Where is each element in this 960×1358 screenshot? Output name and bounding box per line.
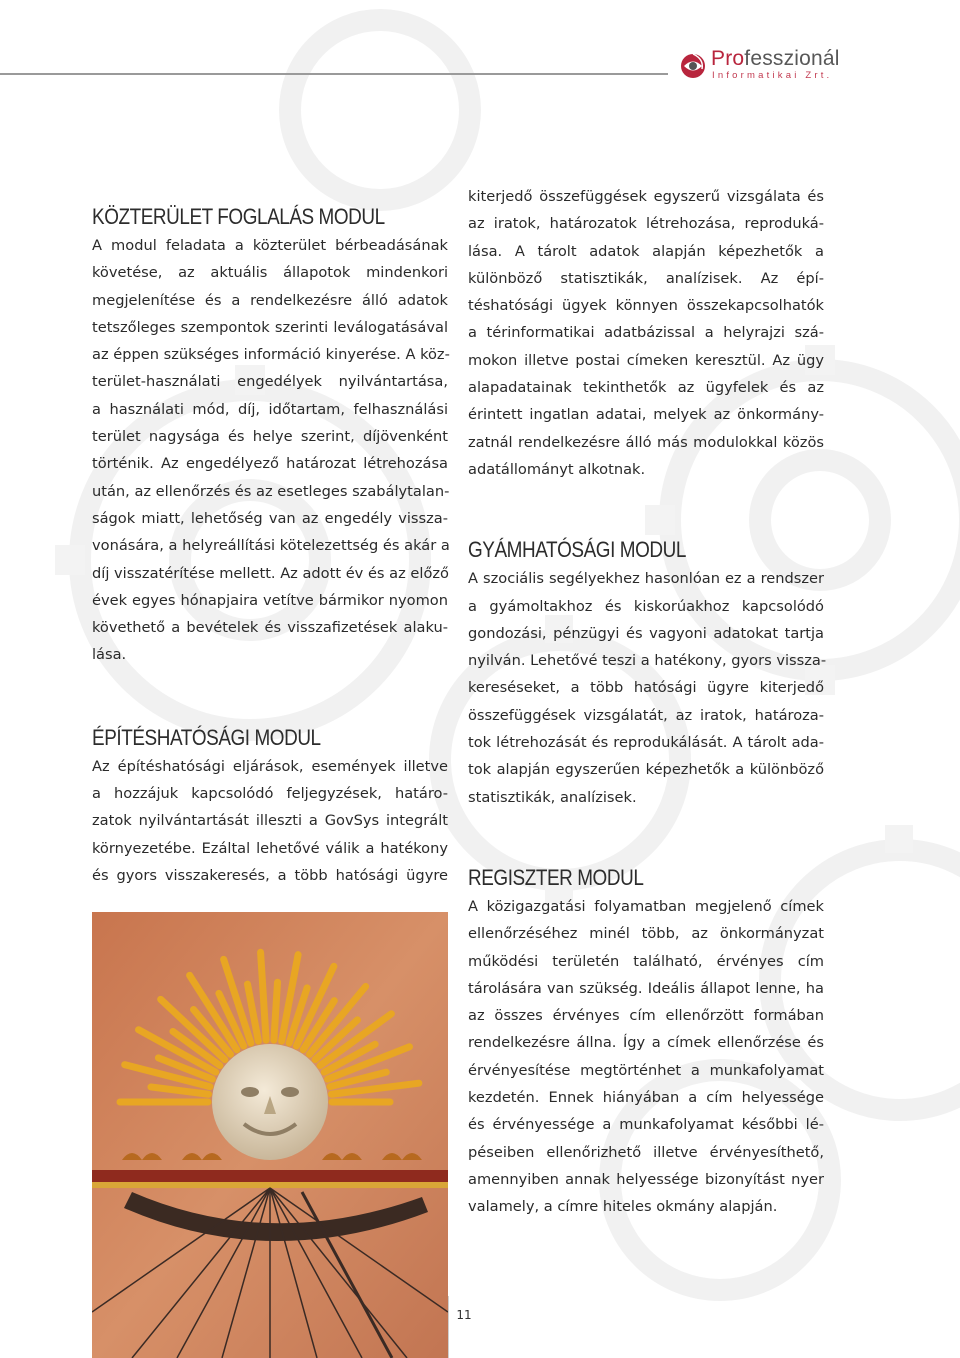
logo-subtitle: Informatikai Zrt.	[712, 70, 833, 81]
text-line: nyilván. Lehetővé teszi a hatékony, gyors vissza-	[468, 652, 827, 670]
text-line: tok létrehozását és reprodukálását. A tárolt ada-	[468, 734, 824, 752]
text-line: statisztikák, analízisek.	[468, 788, 637, 806]
section-heading-epiteshatosagi: ÉPÍTÉSHATÓSÁGI MODUL	[92, 724, 321, 750]
text-line: téshatósági ügyek könnyen összekapcsolhatók	[468, 297, 824, 315]
sundial-photo	[92, 912, 448, 1358]
text-line: érvényesítése megtörténhet a munkafolyamat	[468, 1061, 824, 1079]
text-line: a térinformatikai adatbázissal a helyrajzi szá-	[468, 324, 824, 342]
text-line: a hozzájuk kapcsolódó feljegyzések, határo-	[92, 785, 448, 803]
text-line: Az építéshatósági eljárások, események illetve	[92, 757, 448, 775]
section-body-epiteshatosagi-continued	[468, 183, 824, 483]
text-line: és érvényessége a munkafolyamat későbbi lé-	[468, 1116, 824, 1134]
text-line: rendelkezésre állna. Így a címek ellenőrzése és	[468, 1034, 824, 1052]
logo-name-part2: fesszionál	[744, 47, 840, 70]
text-line: az iratok, határozatok létrehozása, reproduká-	[468, 215, 824, 233]
text-line: mokon illetve postai címeken keresztül. Az ügy	[468, 351, 824, 369]
text-line: után, az ellenőrzés és az esetleges szabálytalan-	[92, 482, 450, 500]
section-gap	[92, 669, 448, 723]
text-line: az éppen szükséges információ kinyerése. A köz-	[92, 346, 450, 364]
section-gap	[468, 811, 824, 863]
company-logo	[680, 47, 950, 84]
text-line: tárolására van szükség. Ideális állapot lenne, ha	[468, 979, 824, 997]
text-line: adatállományt alkotnak.	[468, 460, 646, 478]
text-line: gondozási, pénzügyi és vagyoni adatokat tartja	[468, 624, 824, 642]
text-line: ellenőrzéséhez minél több, az önkormányzat	[468, 925, 824, 943]
text-line: lása.	[92, 646, 127, 664]
text-line: különböző statisztikák, analízisek. Az épí-	[468, 269, 824, 287]
text-line: A szociális segélyekhez hasonlóan ez a rendszer	[468, 570, 824, 588]
text-line: valamely, a címre hiteles okmány alapján.	[468, 1198, 778, 1216]
text-line: működési területén található, érvényes cím	[468, 952, 824, 970]
logo-name-part1: Pro	[711, 47, 745, 70]
text-line: érintett ingatlan adatai, melyek az önkormány-	[468, 406, 824, 424]
section-heading-regiszter: REGISZTER MODUL	[468, 864, 644, 890]
text-line: az összes érvényes cím ellenőrzött formában	[468, 1007, 824, 1025]
sundial-sun-face-photo	[92, 912, 448, 1358]
text-line: alapadatainak tekinthetők az ügyfelek és az	[468, 379, 824, 397]
section-heading-kozterulet: KÖZTERÜLET FOGLALÁS MODUL	[92, 204, 385, 229]
text-line: terület nagysága és helye szerint, díjövenként	[92, 428, 448, 446]
text-line: díj visszatérítése mellett. Az adott év és az előző	[92, 564, 449, 582]
section-body-epiteshatosagi	[92, 753, 448, 889]
text-line: terület-használati engedélyek nyilvántartása,	[92, 373, 448, 391]
text-line: és gyors visszakeresés, a több hatósági ügyre	[92, 866, 448, 884]
text-line: követhető a bevételek és visszafizetések alaku-	[92, 619, 448, 637]
text-line: a gyámoltakhoz és kiskorúakhoz kapcsolódó	[468, 597, 824, 615]
text-line: követése, az aktuális állapotok mindenkori	[92, 264, 448, 282]
text-line: kereséseket, a több hatósági ügyre kiterjedő	[468, 679, 824, 697]
text-line: péseiben ellenőrizhető illetve érvényesíthető,	[468, 1143, 824, 1161]
section-body-kozterulet	[92, 232, 448, 669]
section-gap	[468, 483, 824, 535]
text-line: történik. Az engedélyező határozat létrehozása	[92, 455, 448, 473]
text-line: a használati mód, díj, időtartam, felhasználási	[92, 400, 448, 418]
text-line: lása. A tárolt adatok alapján képezhetők a	[468, 242, 824, 260]
logo-wordmark	[711, 47, 840, 71]
sun-ray	[274, 982, 278, 1040]
text-line: kiterjedő összefüggések egyszerű vizsgálata és	[468, 188, 824, 205]
section-heading-gyamhatosagi: GYÁMHATÓSÁGI MODUL	[468, 537, 686, 563]
text-line: tok alapján egyszerűen képezhetők a különböző	[468, 761, 824, 779]
right-column	[468, 183, 827, 1221]
text-line: évek egyes hónapjaira vetítve bármikor nyomon	[92, 591, 448, 609]
section-body-gyamhatosagi	[468, 565, 827, 811]
text-line: A közigazgatási folyamatban megjelenő címek	[468, 897, 824, 915]
text-line: kezdetén. Ennek hiányában a cím helyessége	[468, 1089, 824, 1107]
text-line: amennyiben annak helyessége bizonyítást nyer	[468, 1170, 824, 1188]
text-line: tetszőleges szempontok szerinti leválogatásával	[92, 318, 448, 336]
text-line: ságok miatt, lehetőség van az engedély vissza-	[92, 509, 448, 527]
text-line: vonására, a helyreállítási kötelezettség és akár a	[92, 537, 450, 555]
header-rule	[0, 73, 668, 75]
left-column	[92, 202, 448, 889]
text-line: összefüggések vizsgálatát, az iratok, határoza-	[468, 706, 824, 724]
section-body-regiszter	[468, 893, 824, 1221]
text-line: zatok nyilvántartását illeszti a GovSys integrált	[92, 812, 448, 830]
text-line: A modul feladata a közterület bérbeadásának	[92, 237, 448, 254]
eye-swirl-logo-icon	[680, 53, 706, 79]
text-line: megjelenítése és a rendelkezésre álló adatok	[92, 291, 448, 309]
footer-rule	[448, 1296, 449, 1358]
text-line: környezetébe. Ezáltal lehetővé válik a hatékony	[92, 839, 448, 857]
page-number: 11	[456, 1308, 472, 1322]
text-line: zatnál rendelkezésre álló más modulokkal közös	[468, 433, 824, 451]
